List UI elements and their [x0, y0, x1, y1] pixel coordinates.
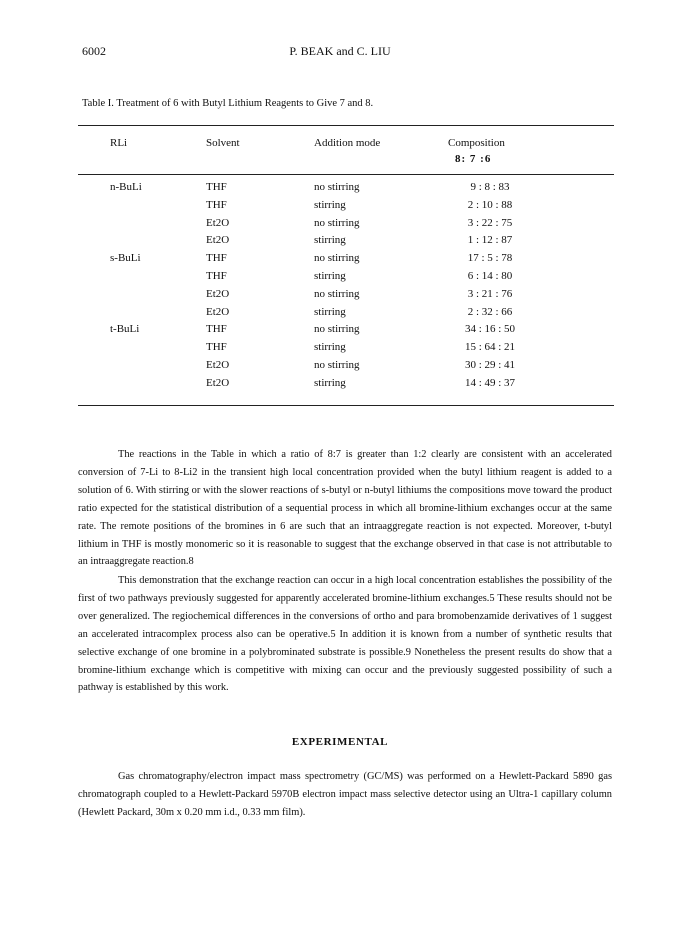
cell-composition: 17 : 5 : 78 — [467, 252, 513, 265]
cell-composition: 14 : 49 : 37 — [464, 376, 516, 389]
cell-solvent: Et2O — [206, 358, 230, 371]
cell-solvent: Et2O — [206, 234, 230, 247]
cell-addition-mode: stirring — [314, 234, 346, 247]
table-row — [0, 252, 680, 270]
cell-solvent: THF — [206, 341, 227, 354]
cell-solvent: Et2O — [206, 287, 230, 300]
cell-composition: 34 : 16 : 50 — [464, 323, 516, 336]
composition-subheader: 8: 7 :6 — [455, 153, 492, 165]
paragraph-results — [78, 446, 612, 571]
cell-addition-mode: no stirring — [314, 216, 360, 229]
cell-addition-mode: no stirring — [314, 287, 360, 300]
cell-addition-mode: stirring — [314, 341, 346, 354]
table-header-rule — [78, 174, 614, 175]
cell-solvent: THF — [206, 198, 227, 211]
cell-solvent: THF — [206, 252, 227, 265]
cell-solvent: Et2O — [206, 305, 230, 318]
cell-composition: 30 : 29 : 41 — [464, 358, 516, 371]
table-row — [0, 234, 680, 252]
cell-composition: 9 : 8 : 83 — [470, 181, 510, 193]
cell-solvent: Et2O — [206, 376, 230, 389]
table-row — [0, 217, 680, 235]
table-row — [0, 288, 680, 306]
paragraph-text: The reactions in the Table in which a ratio of 8:7 is greater than 1:2 clearly are consistent with an accelerated conversion of 7-Li to 8-Li2 in the transient high local concentration provided when the butyl lithium reagent is added to a solution of 6. With stirring or with the slower reactions of s-butyl or n-butyl lithiums the compositions move toward the product ratio expected for the statistical distribution of a sequential process in which all bromine-lithium exchanges occur at the same rate. The remote positions of the bromines in 6 are such that an intraaggregate reaction is not expected. Moreover, t-butyl lithium in THF is mostly monomeric so it is reasonable to suggest that the exchange observed in that case is not attributable to an intraaggregate reaction.8 — [78, 449, 612, 568]
table-row — [0, 199, 680, 217]
paragraph-experimental — [78, 768, 612, 822]
cell-addition-mode: stirring — [314, 305, 346, 318]
paragraph-text: This demonstration that the exchange reaction can occur in a high local concentration establishes the possibility of the first of two pathways previously suggested for apparently accelerated bromine-lithium exchanges.5 These results should not be over generalized. The regiochemical differences in the conversions of ortho and para bromobenzamide derivatives of 1 suggest an accelerated intracomplex process also can be operative.5 In addition it is known from a number of synthetic results that selective exchange of one bromine in a polybrominated substrate is possible.9 Nonetheless the present results do show that a bromine-lithium exchange which is competitive with mixing can occur and the previously suggested possibility of such a pathway is established by this work. — [78, 575, 612, 694]
column-header-composition: Composition — [448, 137, 505, 149]
table-row — [0, 377, 680, 395]
column-header-rli: RLi — [110, 137, 128, 149]
cell-addition-mode: no stirring — [314, 358, 360, 371]
cell-addition-mode: stirring — [314, 198, 346, 211]
column-header-solvent: Solvent — [206, 137, 240, 149]
cell-rli: n-BuLi — [110, 181, 142, 193]
table-row — [0, 306, 680, 324]
cell-composition: 2 : 32 : 66 — [467, 305, 513, 318]
section-heading-experimental: EXPERIMENTAL — [291, 736, 389, 748]
cell-solvent: Et2O — [206, 216, 230, 229]
cell-composition: 6 : 14 : 80 — [467, 269, 513, 282]
cell-composition: 2 : 10 : 88 — [467, 198, 513, 211]
table-row — [0, 359, 680, 377]
paragraph-text: Gas chromatography/electron impact mass spectrometry (GC/MS) was performed on a Hewlett-Packard 5890 gas chromatograph coupled to a Hewlett-Packard 5970B electron impact mass selective detector using an Ultra-1 capillary column (Hewlett Packard, 30m x 0.20 mm i.d., 0.33 mm film). — [78, 771, 612, 818]
cell-addition-mode: no stirring — [314, 323, 360, 336]
cell-addition-mode: no stirring — [314, 252, 360, 265]
paragraph-demonstration — [78, 572, 612, 697]
cell-composition: 3 : 22 : 75 — [467, 216, 513, 229]
cell-rli: t-BuLi — [110, 323, 140, 336]
cell-solvent: THF — [206, 181, 227, 193]
table-row — [0, 341, 680, 359]
table-row — [0, 181, 680, 199]
cell-composition: 3 : 21 : 76 — [467, 287, 513, 300]
table-bottom-rule — [78, 405, 614, 406]
cell-addition-mode: no stirring — [314, 181, 360, 193]
cell-solvent: THF — [206, 269, 227, 282]
table-top-rule — [78, 125, 614, 126]
running-head: P. BEAK and C. LIU — [289, 44, 391, 58]
page-number: 6002 — [82, 44, 106, 58]
table-row — [0, 270, 680, 288]
cell-addition-mode: stirring — [314, 376, 346, 389]
column-header-addition-mode: Addition mode — [314, 137, 381, 149]
cell-solvent: THF — [206, 323, 227, 336]
cell-rli: s-BuLi — [110, 252, 141, 265]
cell-composition: 15 : 64 : 21 — [464, 341, 516, 354]
table-row — [0, 323, 680, 341]
table-caption: Table I. Treatment of 6 with Butyl Lithium Reagents to Give 7 and 8. — [82, 98, 374, 109]
table-body — [0, 181, 680, 395]
cell-addition-mode: stirring — [314, 269, 346, 282]
cell-composition: 1 : 12 : 87 — [467, 234, 513, 247]
